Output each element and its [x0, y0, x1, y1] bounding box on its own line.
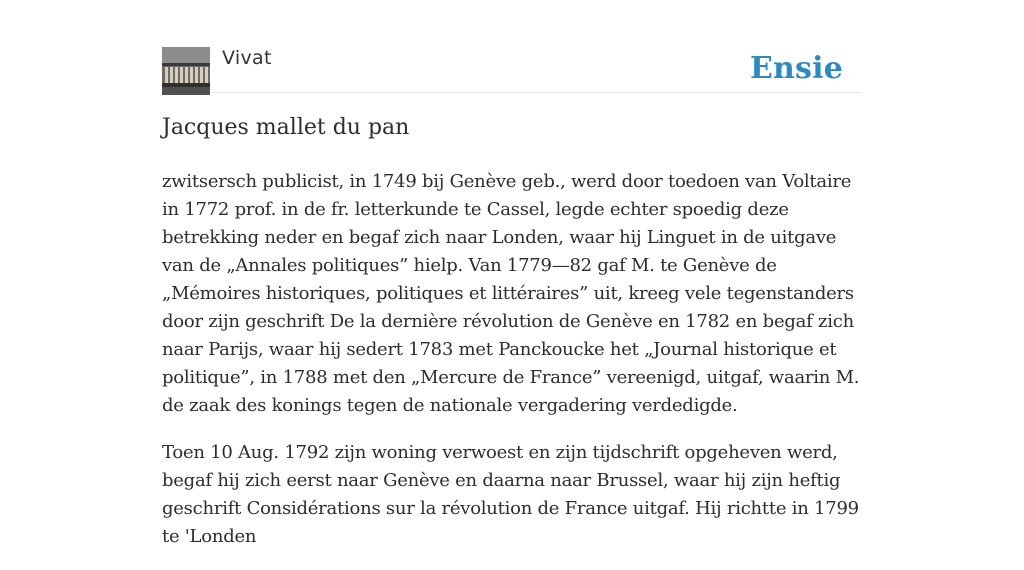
- article-paragraph: zwitsersch publicist, in 1749 bij Genève geb., werd door toedoen van Voltaire in 1772 prof. in de fr. letterkunde te Cassel, legde echter spoedig deze betrekking neder en begaf zich naar Londen, waar hij Linguet in de uitgave van de „Annales politiques” hielp. Van 1779—82 gaf M. te Genève de „Mémoires historiques, politiques et littéraires” uit, kreeg vele tegenstanders door zijn geschrift De la dernière révolution de Genève en 1782 en begaf zich naar Parijs, waar hij sedert 1783 met Panckoucke het „Journal historique et politique”, in 1788 met den „Mercure de France” vereenigd, uitgaf, waarin M. de zaak des konings tegen de nationale vergadering verdedigde.: [162, 171, 860, 416]
- author-name[interactable]: Vivat: [222, 47, 272, 69]
- article-paragraph: Toen 10 Aug. 1792 zijn woning verwoest en zijn tijdschrift opgeheven werd, begaf hij zich eerst naar Genève en daarna naar Brussel, waar hij zijn heftig geschrift Considérations sur la révolution de France uitgaf. Hij richtte in 1799 te 'Londen: [162, 442, 859, 547]
- avatar[interactable]: [162, 47, 210, 95]
- header: [162, 46, 862, 93]
- article-body: [162, 168, 864, 570]
- avatar-image: [162, 47, 210, 95]
- article-title: Jacques mallet du pan: [162, 115, 410, 140]
- brand-logo[interactable]: Ensie: [749, 51, 843, 86]
